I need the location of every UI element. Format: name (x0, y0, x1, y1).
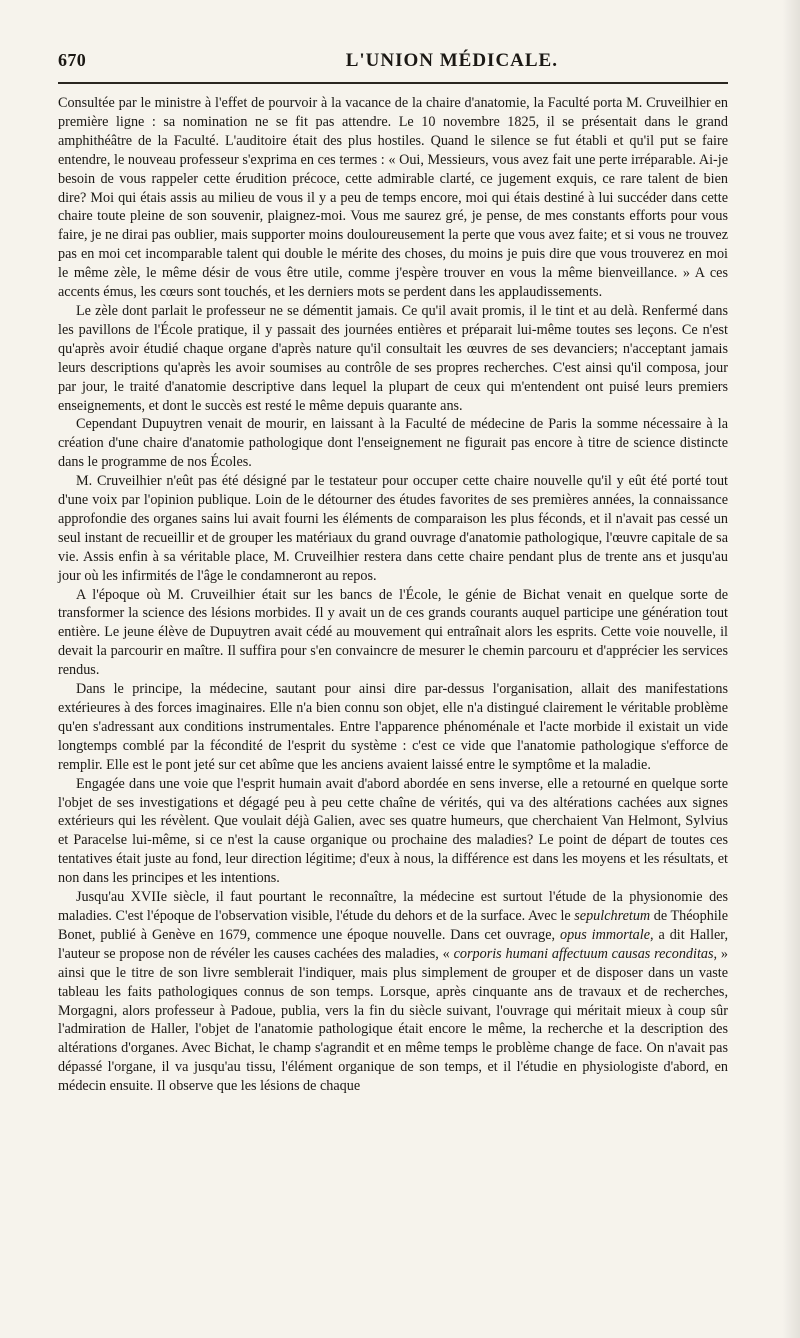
italic-latin-title: corporis humani affectuum causas reconditas (453, 945, 714, 962)
paragraph: Consultée par le ministre à l'effet de pourvoir à la vacance de la chaire d'anatomie, la Faculté porta M. Cruveilhier en première ligne : sa nomination ne se fit pas attendre. Le 10 novembre 1825, il se présentait dans le grand amphithéâtre de la Faculté. L'auditoire était des plus hostiles. Quand le silence se fut établi et qu'il put se faire entendre, le nouveau professeur s'exprima en ces termes : « Oui, Messieurs, vous avez fait une perte irréparable. Ai-je besoin de vous rappeler cette érudition précoce, cette admirable clarté, ce jugement exquis, ce rare talent de bien dire? Moi qui étais assis au milieu de vous il y a peu de temps encore, moi qui étais destiné à lui succéder dans cette chaire toute pleine de son souvenir, plaignez-moi. Vous me saurez gré, je pense, de mes constants efforts pour vous faire, je ne dirai pas oublier, mais supporter moins douloureusement la perte que vous avez faite; et si vous ne trouvez pas en moi cet incomparable talent qui double le mérite des choses, du moins je puis dire que vous trouverez en moi le même zèle, le même désir de vous être utile, comme j'espère trouver en vous la même bienveillance. » A ces accents émus, les cœurs sont touchés, et les derniers mots se perdent dans les applaudissements. (58, 95, 728, 301)
running-head (58, 50, 728, 76)
paragraph: Engagée dans une voie que l'esprit humain avait d'abord abordée en sens inverse, elle a retourné en quelque sorte l'objet de ses investigations et dégagé peu à peu cette chaîne de vérités, qui va des altérations cachées aux signes extérieurs qui les révèlent. Que voulait déjà Galien, avec ses quatre humeurs, que cherchaient Van Helmont, Sylvius et Paracelse lui-même, si ce n'est la cause organique ou prochaine des maladies? Le point de départ de toutes ces tentatives était juste au fond, leur direction légitime; d'eux à nous, la différence est dans les moyens et les résultats, et non dans les principes et les intentions. (58, 775, 728, 887)
paragraph-last (58, 888, 728, 1096)
text-run: Jusqu'au XVIIe siècle, il faut pourtant le reconnaître, la médecine est surtout l'étude de la physionomie des maladies. C'est l'époque de l'observation visible, l'étude du dehors et de la surface. Avec le (58, 889, 728, 924)
italic-quote-opus-immortale: opus immortale (559, 926, 651, 943)
page-number: 670 (58, 50, 87, 70)
paragraph: Cependant Dupuytren venait de mourir, en laissant à la Faculté de médecine de Paris la somme nécessaire à la création d'une chaire d'anatomie pathologique dont l'enseignement ne figurait pas encore à titre de science distincte dans le programme de nos Écoles. (58, 416, 728, 471)
journal-title: L'UNION MÉDICALE. (345, 50, 558, 71)
paragraph: M. Cruveilhier n'eût pas été désigné par le testateur pour occuper cette chaire nouvelle qu'il y eût été porté tout d'une voix par l'opinion publique. Loin de le détourner des études favorites de ses premières années, la connaissance approfondie des organes sains lui avait fourni les éléments de comparaison les plus féconds, et il n'avait pas cessé un seul instant de recueillir et de grouper les matériaux du grand ouvrage d'anatomie pathologique, l'œuvre capitale de sa vie. Assis enfin à sa véritable place, M. Cruveilhier restera dans cette chaire pendant plus de trente ans et jusqu'au jour où les infirmités de l'âge le condamneront au repos. (58, 473, 728, 584)
paragraph: A l'époque où M. Cruveilhier était sur les bancs de l'École, le génie de Bichat venait en quelque sorte de transformer la science des lésions morbides. Il y avait un de ces grands courants auquel participe une génération tout entière. Le jeune élève de Dupuytren avait cédé au mouvement qui entraînait alors les esprits. Cette voie nouvelle, il devait la parcourir en maître. Il suffira pour s'en convaincre de mesurer le chemin parcouru et d'apprécier les services rendus. (58, 586, 728, 679)
text-run: , a dit Haller, l'auteur se propose non de révéler les causes cachées des maladies, « (58, 926, 729, 962)
paragraph: Dans le principe, la médecine, sautant pour ainsi dire par-dessus l'organisation, allait des manifestations extérieures à des forces imaginaires. Elle n'a bien connu son objet, elle n'a distingué clairement le véritable problème qu'en s'adressant aux conditions instrumentales. Entre l'apparence phénoménale et l'acte morbide il existait un vide longtemps comblé par la fécondité de l'esprit du système : c'est ce vide que l'anatomie pathologique s'efforce de remplir. Elle est le pont jeté sur cet abîme que les anciens avaient laissé entre le symptôme et la maladie. (58, 681, 728, 773)
article-body (58, 94, 728, 1096)
paragraph: Le zèle dont parlait le professeur ne se démentit jamais. Ce qu'il avait promis, il le tint et au delà. Renfermé dans les pavillons de l'École pratique, il y passait des journées entières et préparait lui-même toutes ses leçons. Ce n'est qu'après avoir étudié chaque organe d'après nature qu'il consultait les œuvres de ses devanciers; n'acceptant jamais leurs descriptions qu'après les avoir soumises au contrôle de ses propres recherches. C'est ainsi qu'il composa, jour par jour, le traité d'anatomie descriptive dans lequel la plupart de ceux qui m'entendent ont puisé leurs premiers enseignements, et dont le succès est resté le même depuis quarante ans. (58, 302, 728, 414)
page-edge-shadow (782, 0, 800, 1338)
text-run: , » ainsi que le titre de son livre semblerait l'indiquer, mais plus simplement de grouper et de disposer dans un vaste tableau les faits pathologiques connus de son temps. Lorsque, après cinquante ans de travaux et de recherches, Morgagni, alors professeur à Padoue, publia, vers la fin du siècle suivant, l'ouvrage qui méritait mieux à coup sûr l'admiration de Haller, l'objet de l'anatomie pathologique était encore le même, la recherche et la description des altérations d'organes. Avec Bichat, le champ s'agrandit et en même temps le problème change de face. On n'avait pas dépassé l'organe, il va jusqu'au tissu, l'élément organique de son temps, et il l'étudie en physiologiste d'abord, en médecin ensuite. Il observe que les lésions de chaque (58, 945, 728, 1095)
header-rule (58, 82, 728, 84)
italic-title-sepulchretum: sepulchretum (574, 907, 651, 924)
text-run: de Théophile Bonet, publié à Genève en 1679, commence une époque nouvelle. Dans cet ouvrage, (58, 907, 728, 943)
